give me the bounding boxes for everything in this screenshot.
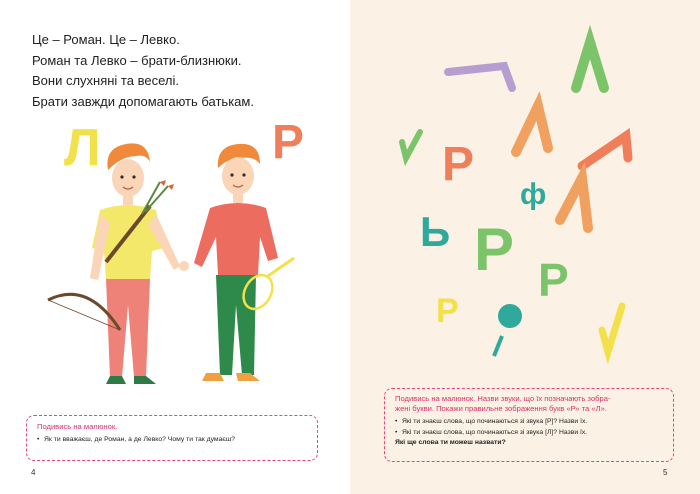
task-title-line-1: Подивись на малюнок. Назви звуки, що їх позначають зобра- xyxy=(395,394,611,403)
twins-illustration xyxy=(0,0,350,400)
letter-l-coral xyxy=(582,136,628,166)
letter-l-green-top xyxy=(576,42,604,88)
scattered-letters xyxy=(350,0,700,380)
task-box-left xyxy=(26,415,318,461)
letter-r-green-large: Р xyxy=(474,216,515,283)
task-list xyxy=(37,434,307,445)
task-title: Подивись на малюнок. xyxy=(37,422,118,431)
letter-b-teal: Ь xyxy=(420,208,451,255)
story-line: Вони слухняні та веселі. xyxy=(32,73,179,88)
letter-p-teal-stem xyxy=(494,336,502,356)
letter-f-teal: ф xyxy=(520,178,547,211)
letter-r-coral: Р xyxy=(272,116,305,169)
letter-r-coral-large: Р xyxy=(442,138,475,191)
task-item: • Які ти знаєш слова, що починаються зі звука [Л]? Назви їх. xyxy=(395,427,663,438)
story-line: Роман та Левко – брати-близнюки. xyxy=(32,52,242,68)
task-item: • Як ти вважаєш, де Роман, а де Левко? Чому ти так думаєш? xyxy=(37,434,307,445)
letter-p-teal-bowl xyxy=(498,304,522,328)
letter-l-orange xyxy=(516,106,548,152)
task-bold-question: Які ще слова ти можеш назвати? xyxy=(395,439,506,446)
task-item: • Які ти знаєш слова, що починаються зі звука [Р]? Назви їх. xyxy=(395,416,663,427)
letter-l-yellow: Л xyxy=(64,119,101,177)
task-list xyxy=(395,416,663,438)
page-number-left: 4 xyxy=(31,468,36,477)
letter-r-yellow: Р xyxy=(436,292,459,330)
task-box-right xyxy=(384,388,674,462)
task-title-line-2: жені букви. Покажи правильне зображення букв «Р» та «Л». xyxy=(395,404,607,413)
story-line: Брати завжди допомагають батькам. xyxy=(32,93,254,109)
boy-red-shirt xyxy=(194,144,294,381)
letter-l-orange-2 xyxy=(560,178,588,228)
page-number-right: 5 xyxy=(663,468,668,477)
boy-yellow-shirt xyxy=(48,143,180,384)
letter-l-lavender xyxy=(448,66,512,88)
letter-v-green xyxy=(402,132,420,158)
letter-r-green: Р xyxy=(538,254,569,306)
story-line: Це – Роман. Це – Левко. xyxy=(32,32,180,47)
letter-v-yellow xyxy=(602,306,622,352)
